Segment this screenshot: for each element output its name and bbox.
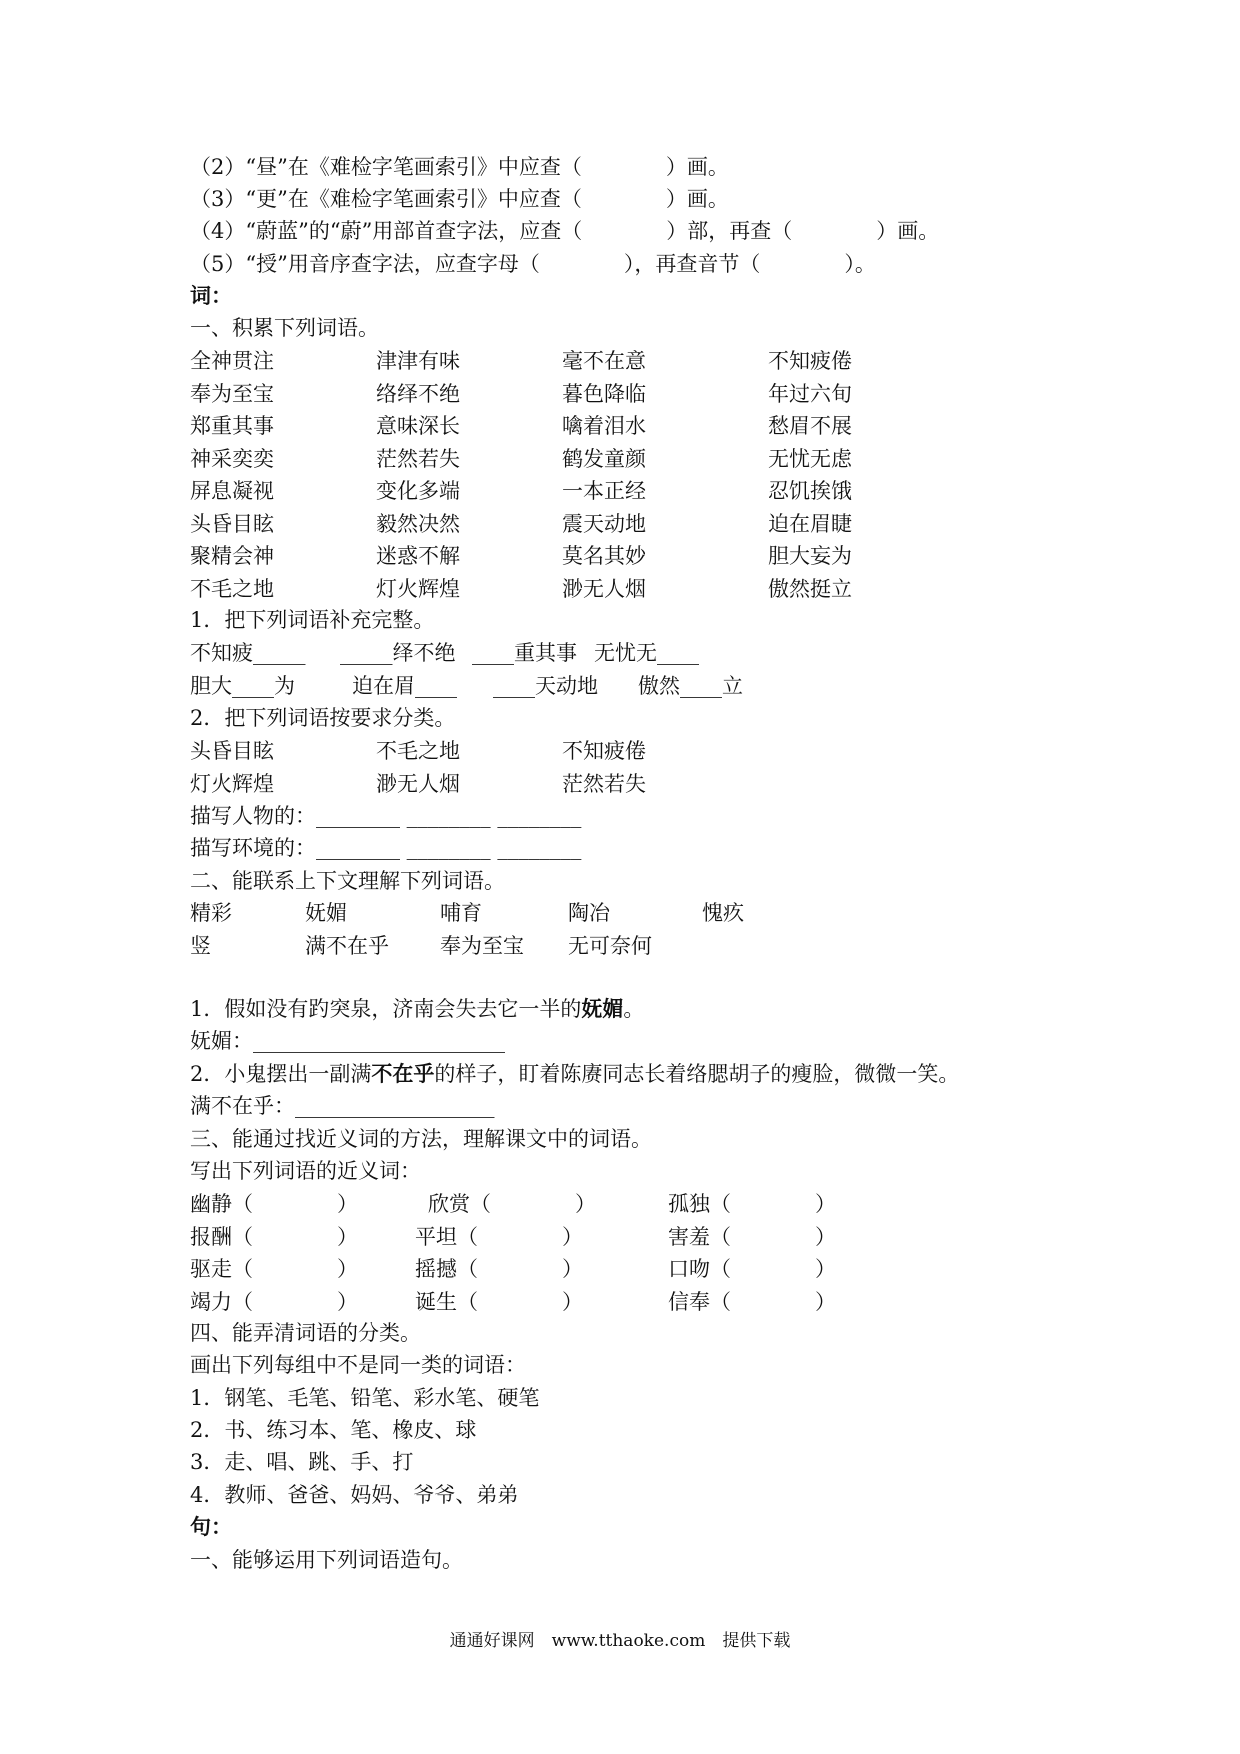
fill-blank-item: 傲然____立 bbox=[638, 673, 743, 698]
word-cell: 傲然挺立 bbox=[768, 576, 852, 601]
context-question-1-text: 1．假如没有趵突泉，济南会失去它一半的 bbox=[190, 997, 582, 1021]
word-cell: 渺无人烟 bbox=[562, 576, 646, 601]
word-cell: 愧疚 bbox=[702, 901, 744, 925]
page-footer: 通通好课网 www.tthaoke.com 提供下载 bbox=[449, 1631, 791, 1651]
context-question-1-keyword: 妩媚 bbox=[581, 996, 624, 1021]
fill-blank-item: ____天动地 bbox=[493, 673, 598, 698]
word-cell: 屏息凝视 bbox=[190, 479, 274, 503]
section-4-title: 四、能弄清词语的分类。 bbox=[190, 1321, 421, 1345]
fill-blank-item: 胆大____为 bbox=[190, 673, 295, 698]
word-cell: 竖 bbox=[190, 933, 211, 958]
lookup-question: （5）“授”用音序查字法，应查字母（ ），再查音节（ ）。 bbox=[190, 252, 876, 276]
context-question-1-end: 。 bbox=[623, 997, 645, 1021]
section-1-title: 一、积累下列词语。 bbox=[190, 316, 379, 340]
question-2-title: 2．把下列词语按要求分类。 bbox=[190, 706, 456, 730]
context-question-2 bbox=[190, 1059, 959, 1089]
synonym-item: 口吻（ ） bbox=[668, 1257, 836, 1281]
synonym-item: 竭力（ ） bbox=[190, 1289, 358, 1314]
classify-item: 2．书、练习本、笔、橡皮、球 bbox=[190, 1418, 477, 1442]
context-question-2-keyword: 不在乎 bbox=[371, 1061, 435, 1086]
classify-item: 3．走、唱、跳、手、打 bbox=[190, 1450, 414, 1474]
classify-people-line: 描写人物的：________ ________ ________ bbox=[190, 804, 582, 828]
word-cell: 无可奈何 bbox=[568, 933, 652, 958]
synonym-item: 欣赏（ ） bbox=[428, 1192, 596, 1216]
synonym-item: 诞生（ ） bbox=[415, 1289, 583, 1314]
word-cell: 头昏目眩 bbox=[190, 511, 274, 536]
section-5-title: 一、能够运用下列词语造句。 bbox=[190, 1548, 463, 1572]
fill-blank-item: 迫在眉____ bbox=[352, 673, 457, 698]
word-cell: 鹤发童颜 bbox=[562, 446, 646, 471]
section-3-subtitle: 写出下列词语的近义词： bbox=[190, 1159, 421, 1183]
word-cell: 陶冶 bbox=[568, 901, 610, 925]
classify-item: 1．钢笔、毛笔、铅笔、彩水笔、硬笔 bbox=[190, 1386, 540, 1410]
word-cell: 灯火辉煌 bbox=[190, 771, 274, 796]
word-cell: 全神贯注 bbox=[190, 349, 274, 373]
word-cell: 毫不在意 bbox=[562, 349, 646, 373]
word-cell: 不毛之地 bbox=[190, 576, 274, 601]
word-cell: 震天动地 bbox=[562, 511, 646, 536]
word-cell: 愁眉不展 bbox=[768, 414, 852, 438]
word-cell: 津津有味 bbox=[376, 349, 460, 373]
word-cell: 哺育 bbox=[440, 901, 482, 925]
context-question-2-text: 2．小鬼摆出一副满 bbox=[190, 1062, 372, 1086]
fill-blank-item: _____绎不绝 bbox=[340, 641, 456, 665]
word-cell: 聚精会神 bbox=[190, 544, 274, 568]
lookup-question: （3）“更”在《难检字笔画索引》中应查（ ）画。 bbox=[190, 187, 729, 211]
synonym-item: 信奉（ ） bbox=[668, 1289, 836, 1314]
section-3-title: 三、能通过找近义词的方法，理解课文中的词语。 bbox=[190, 1127, 652, 1151]
synonym-item: 平坦（ ） bbox=[415, 1224, 583, 1249]
word-cell: 头昏目眩 bbox=[190, 739, 274, 763]
classify-environment-line: 描写环境的：________ ________ ________ bbox=[190, 836, 582, 860]
word-cell: 不知疲倦 bbox=[768, 349, 852, 373]
synonym-item: 报酬（ ） bbox=[190, 1224, 358, 1249]
context-answer-2: 满不在乎：___________________ bbox=[190, 1094, 495, 1118]
question-1-title: 1．把下列词语补充完整。 bbox=[190, 608, 435, 632]
word-cell: 年过六旬 bbox=[768, 381, 852, 406]
section-heading-sentences: 句： bbox=[190, 1514, 232, 1539]
word-cell: 奉为至宝 bbox=[440, 933, 524, 958]
word-cell: 不毛之地 bbox=[376, 739, 460, 763]
word-cell: 毅然决然 bbox=[376, 511, 460, 536]
word-cell: 络绎不绝 bbox=[376, 381, 460, 406]
word-cell: 渺无人烟 bbox=[376, 771, 460, 796]
word-cell: 迫在眉睫 bbox=[768, 511, 852, 536]
synonym-item: 孤独（ ） bbox=[668, 1192, 836, 1216]
lookup-question: （2）“昼”在《难检字笔画索引》中应查（ ）画。 bbox=[190, 155, 729, 179]
word-cell: 噙着泪水 bbox=[562, 414, 646, 438]
word-cell: 满不在乎 bbox=[305, 933, 389, 958]
word-cell: 灯火辉煌 bbox=[376, 576, 460, 601]
word-cell: 茫然若失 bbox=[376, 446, 460, 471]
synonym-item: 驱走（ ） bbox=[190, 1257, 358, 1281]
word-cell: 变化多端 bbox=[376, 479, 460, 503]
context-question-2-end: 的样子，盯着陈赓同志长着络腮胡子的瘦脸，微微一笑。 bbox=[434, 1062, 960, 1086]
synonym-item: 幽静（ ） bbox=[190, 1192, 358, 1216]
section-2-title: 二、能联系上下文理解下列词语。 bbox=[190, 869, 505, 893]
context-answer-1: 妩媚：________________________ bbox=[190, 1029, 505, 1053]
context-question-1 bbox=[190, 994, 644, 1024]
word-cell: 妩媚 bbox=[305, 901, 347, 925]
word-cell: 无忧无虑 bbox=[768, 446, 852, 471]
word-cell: 暮色降临 bbox=[562, 381, 646, 406]
section-4-subtitle: 画出下列每组中不是同一类的词语： bbox=[190, 1353, 526, 1377]
word-cell: 不知疲倦 bbox=[562, 739, 646, 763]
word-cell: 神采奕奕 bbox=[190, 446, 274, 471]
word-cell: 意味深长 bbox=[376, 414, 460, 438]
fill-blank-item: ____重其事 bbox=[472, 641, 577, 665]
word-cell: 迷惑不解 bbox=[376, 544, 460, 568]
lookup-question: （4）“蔚蓝”的“蔚”用部首查字法，应查（ ）部，再查（ ）画。 bbox=[190, 219, 940, 243]
word-cell: 忍饥挨饿 bbox=[768, 479, 852, 503]
fill-blank-item: 无忧无____ bbox=[594, 641, 699, 665]
word-cell: 胆大妄为 bbox=[768, 544, 852, 568]
fill-blank-item: 不知疲_____ bbox=[190, 641, 306, 665]
word-cell: 精彩 bbox=[190, 901, 232, 925]
word-cell: 一本正经 bbox=[562, 479, 646, 503]
classify-item: 4．教师、爸爸、妈妈、爷爷、弟弟 bbox=[190, 1483, 519, 1507]
word-cell: 奉为至宝 bbox=[190, 381, 274, 406]
word-cell: 茫然若失 bbox=[562, 771, 646, 796]
word-cell: 莫名其妙 bbox=[562, 544, 646, 568]
synonym-item: 害羞（ ） bbox=[668, 1224, 836, 1249]
synonym-item: 摇撼（ ） bbox=[415, 1257, 583, 1281]
section-heading-words: 词： bbox=[190, 283, 232, 308]
word-cell: 郑重其事 bbox=[190, 414, 274, 438]
